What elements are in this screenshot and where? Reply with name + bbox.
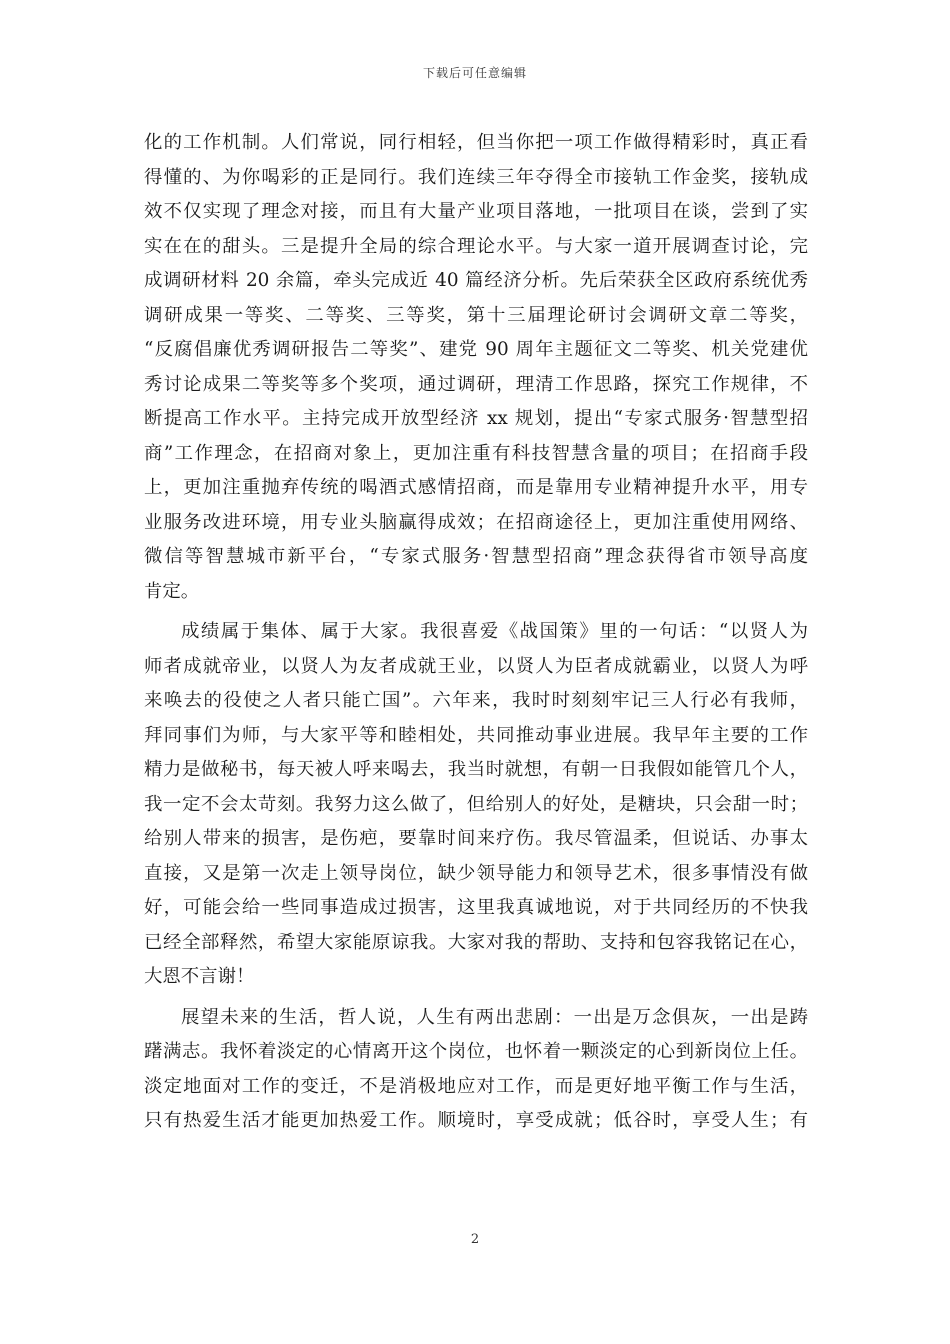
paragraph-1	[144, 126, 808, 609]
text-line: 肯定。	[144, 580, 200, 602]
text-line: 上，更加注重抛弃传统的喝酒式感情招商，而是靠用专业精神提升水平，用专	[144, 477, 808, 498]
text-line: 业服务改进环境，用专业头脑赢得成效；在招商途径上，更加注重使用网络、	[144, 511, 808, 533]
text-line: 化的工作机制。人们常说，同行相轻，但当你把一项工作做得精彩时，真正看	[144, 132, 808, 153]
text-line: 效不仅实现了理念对接，而且有大量产业项目落地，一批项目在谈，尝到了实	[144, 201, 808, 222]
text-line: 我一定不会太苛刻。我努力这么做了，但给别人的好处，是糖块，只会甜一时；	[144, 793, 808, 815]
page-header: 下载后可任意编辑	[422, 66, 527, 80]
text-line: 微信等智慧城市新平台，“专家式服务·智慧型招商”理念获得省市领导高度	[144, 546, 808, 567]
text-line: 直接，又是第一次走上领导岗位，缺少领导能力和领导艺术，很多事情没有做	[144, 862, 808, 884]
text-line: 调研成果一等奖、二等奖、三等奖，第十三届理论研讨会调研文章二等奖，	[144, 304, 808, 326]
text-line: 商”工作理念，在招商对象上，更加注重有科技智慧含量的项目；在招商手段	[144, 442, 808, 464]
text-line: 躇满志。我怀着淡定的心情离开这个岗位，也怀着一颗淡定的心到新岗位上任。	[144, 1041, 808, 1062]
text-line: 实在在的甜头。三是提升全局的综合理论水平。与大家一道开展调查讨论，完	[144, 235, 808, 257]
text-line: 断提高工作水平。主持完成开放型经济 xx 规划，提出“专家式服务·智慧型招	[144, 408, 808, 429]
text-line: 已经全部释然，希望大家能原谅我。大家对我的帮助、支持和包容我铭记在心，	[144, 931, 808, 953]
text-line: 来唤去的役使之人者只能亡国”。六年来，我时时刻刻牢记三人行必有我师，	[144, 690, 808, 711]
text-line: 只有热爱生活才能更加热爱工作。顺境时，享受成就；低谷时，享受人生；有	[144, 1110, 808, 1131]
text-line: 淡定地面对工作的变迁，不是消极地应对工作，而是更好地平衡工作与生活，	[144, 1075, 808, 1097]
text-line: 成绩属于集体、属于大家。我很喜爱《战国策》里的一句话：“以贤人为	[181, 621, 808, 642]
text-line: 成调研材料 20 余篇，牵头完成近 40 篇经济分析。先后荣获全区政府系统优秀	[144, 270, 808, 291]
text-line: 得懂的、为你喝彩的正是同行。我们连续三年夺得全市接轨工作金奖，接轨成	[144, 166, 808, 188]
text-line: 师者成就帝业，以贤人为友者成就王业，以贤人为臣者成就霸业，以贤人为呼	[144, 655, 808, 677]
text-line: 拜同事们为师，与大家平等和睦相处，共同推动事业进展。我早年主要的工作	[144, 724, 808, 746]
paragraph-3	[144, 1001, 808, 1139]
document-body	[144, 126, 808, 1139]
text-line: 好，可能会给一些同事造成过损害，这里我真诚地说，对于共同经历的不快我	[144, 897, 808, 918]
text-line: 给别人带来的损害，是伤疤，要靠时间来疗伤。我尽管温柔，但说话、办事太	[144, 828, 808, 849]
text-line: 展望未来的生活，哲人说，人生有两出悲剧：一出是万念俱灰，一出是踌	[181, 1006, 808, 1028]
text-line: 大恩不言谢！	[144, 966, 255, 987]
text-line: “反腐倡廉优秀调研报告二等奖”、建党 90 周年主题征文二等奖、机关党建优	[144, 339, 808, 360]
page-number: 2	[470, 1232, 480, 1247]
paragraph-2	[144, 615, 808, 995]
text-line: 秀讨论成果二等奖等多个奖项，通过调研，理清工作思路，探究工作规律，不	[144, 373, 808, 395]
text-line: 精力是做秘书，每天被人呼来喝去，我当时就想，有朝一日我假如能管几个人，	[144, 759, 808, 780]
